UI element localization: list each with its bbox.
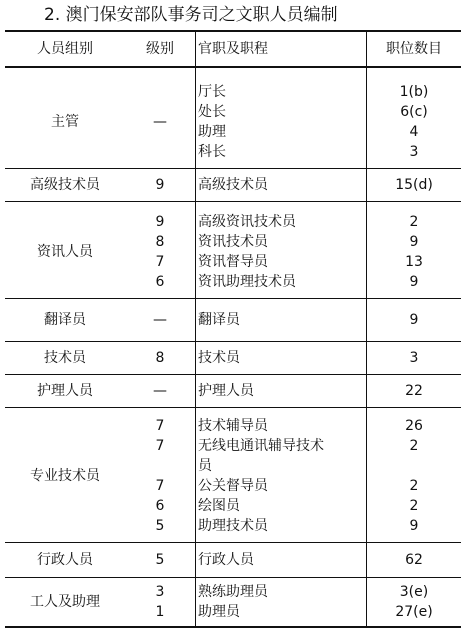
title-value: 技术员: [198, 350, 240, 366]
count-value: 62: [405, 552, 423, 568]
title-value: 处长: [198, 104, 226, 120]
title-value: 助理: [198, 124, 226, 140]
cell-title: [196, 408, 367, 543]
title-value: 技术辅导员: [198, 418, 268, 434]
group-label: 主管: [51, 114, 79, 130]
table-row: [5, 299, 461, 342]
cell-title: [196, 67, 367, 169]
cell-title: [196, 342, 367, 375]
count-value: 26: [405, 418, 423, 434]
cell-group: [5, 202, 125, 299]
count-value: 27(e): [395, 604, 433, 620]
group-label: 护理人员: [37, 383, 93, 399]
staff-table: [5, 30, 461, 628]
table-row: [5, 543, 461, 578]
group-label: 行政人员: [37, 552, 93, 568]
level-value: 5: [155, 552, 165, 568]
title-value: 公关督导员: [198, 478, 268, 494]
count-value: 1(b): [399, 84, 429, 100]
count-value: 9: [409, 312, 419, 328]
level-value: 9: [155, 177, 165, 193]
cell-title: [196, 375, 367, 408]
header-level: 级别: [125, 31, 196, 67]
title-value: 员: [198, 458, 212, 474]
cell-level: [125, 408, 196, 543]
cell-count: [367, 342, 462, 375]
title-value: 资讯督导员: [198, 254, 268, 270]
count-value: 6(c): [400, 104, 428, 120]
level-value: 7: [155, 478, 165, 494]
level-value: 6: [155, 498, 165, 514]
table-row: [5, 408, 461, 543]
table-row: [5, 202, 461, 299]
level-value: 7: [155, 438, 165, 454]
cell-count: [367, 169, 462, 202]
cell-title: [196, 543, 367, 578]
level-spacer: [125, 456, 195, 476]
table-row: [5, 342, 461, 375]
cell-level: [125, 342, 196, 375]
level-value: 1: [155, 604, 165, 620]
count-value: 2: [409, 478, 419, 494]
cell-group: [5, 342, 125, 375]
cell-group: [5, 375, 125, 408]
cell-level: [125, 299, 196, 342]
level-value: —: [153, 383, 167, 399]
title-value: 科长: [198, 144, 226, 160]
cell-count: [367, 578, 462, 628]
title-value: 资讯技术员: [198, 234, 268, 250]
level-value: 8: [155, 234, 165, 250]
group-label: 技术员: [44, 350, 86, 366]
group-label: 翻译员: [44, 312, 86, 328]
title-value: 熟练助理员: [198, 584, 268, 600]
count-value: 9: [409, 234, 419, 250]
group-label: 资讯人员: [37, 244, 93, 260]
level-value: 7: [155, 418, 165, 434]
group-label: 专业技术员: [30, 468, 100, 484]
table-row: [5, 578, 461, 628]
title-value: 资讯助理技术员: [198, 274, 296, 290]
cell-level: [125, 169, 196, 202]
level-value: 5: [155, 518, 165, 534]
level-value: —: [153, 114, 167, 130]
cell-title: [196, 169, 367, 202]
table-row: [5, 67, 461, 169]
cell-group: [5, 169, 125, 202]
table-row: [5, 375, 461, 408]
cell-group: [5, 578, 125, 628]
title-value: 助理技术员: [198, 518, 268, 534]
title-value: 高级技术员: [198, 177, 268, 193]
cell-count: [367, 67, 462, 169]
level-value: 9: [155, 214, 165, 230]
level-value: 8: [155, 350, 165, 366]
count-value: 9: [409, 518, 419, 534]
cell-title: [196, 578, 367, 628]
count-value: 2: [409, 498, 419, 514]
title-value: 助理员: [198, 604, 240, 620]
header-group: 人员组别: [5, 31, 125, 67]
count-value: 9: [409, 274, 419, 290]
table-header-row: [5, 31, 461, 67]
cell-title: [196, 202, 367, 299]
title-value: 无线电通讯辅导技术: [198, 438, 324, 454]
title-value: 高级资讯技术员: [198, 214, 296, 230]
count-spacer: [367, 456, 461, 476]
cell-level: [125, 543, 196, 578]
count-value: 15(d): [395, 177, 433, 193]
table-row: [5, 169, 461, 202]
count-value: 3: [409, 350, 419, 366]
cell-group: [5, 543, 125, 578]
header-title: 官职及职程: [196, 31, 367, 67]
cell-group: [5, 408, 125, 543]
cell-count: [367, 375, 462, 408]
title-value: 护理人员: [198, 383, 254, 399]
title-value: 翻译员: [198, 312, 240, 328]
level-value: —: [153, 312, 167, 328]
cell-count: [367, 543, 462, 578]
cell-count: [367, 408, 462, 543]
cell-count: [367, 299, 462, 342]
group-label: 工人及助理: [30, 594, 100, 610]
level-value: 3: [155, 584, 165, 600]
group-label: 高级技术员: [30, 177, 100, 193]
cell-title: [196, 299, 367, 342]
cell-level: [125, 67, 196, 169]
level-value: 7: [155, 254, 165, 270]
cell-group: [5, 67, 125, 169]
cell-level: [125, 202, 196, 299]
level-value: 6: [155, 274, 165, 290]
cell-level: [125, 375, 196, 408]
count-value: 3: [409, 144, 419, 160]
count-value: 4: [409, 124, 419, 140]
count-value: 2: [409, 438, 419, 454]
cell-level: [125, 578, 196, 628]
cell-count: [367, 202, 462, 299]
count-value: 22: [405, 383, 423, 399]
table-body: [5, 67, 461, 627]
title-value: 行政人员: [198, 552, 254, 568]
title-value: 绘图员: [198, 498, 240, 514]
header-count: 职位数目: [367, 31, 462, 67]
title-value: 厅长: [198, 84, 226, 100]
cell-group: [5, 299, 125, 342]
count-value: 13: [405, 254, 423, 270]
count-value: 2: [409, 214, 419, 230]
page-title: 2. 澳门保安部队事务司之文职人员编制: [44, 5, 338, 25]
count-value: 3(e): [399, 584, 429, 600]
